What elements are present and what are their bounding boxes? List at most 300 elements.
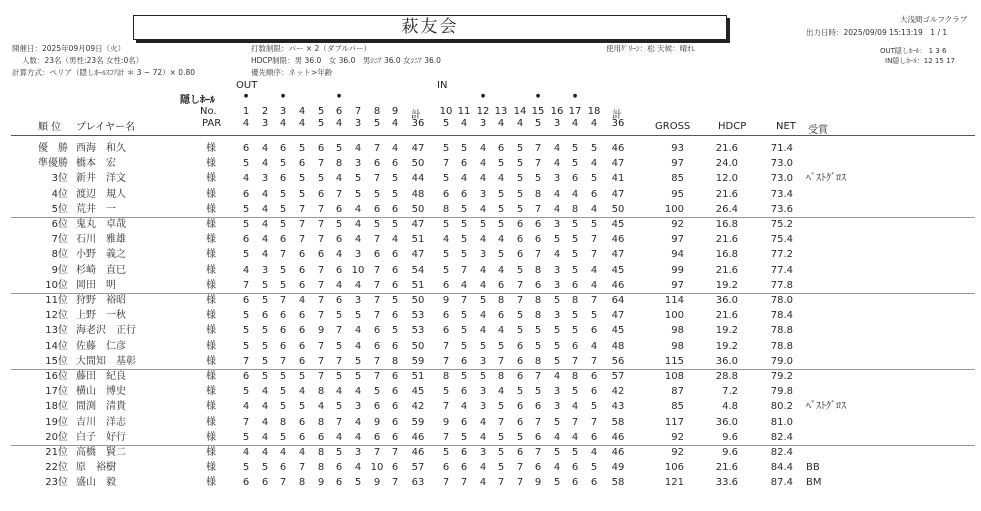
in-total: 46 bbox=[611, 279, 625, 291]
score-cell: 7 bbox=[442, 431, 450, 443]
score-cell: 3 bbox=[354, 447, 362, 458]
hole-number: 15 bbox=[531, 106, 545, 117]
score-cell: 10 bbox=[351, 264, 365, 276]
score-cell: 8 bbox=[442, 203, 450, 215]
score-cell: 5 bbox=[571, 325, 579, 337]
score-cell: 4 bbox=[298, 447, 306, 458]
score-cell: 3 bbox=[553, 279, 561, 291]
score-cell: 6 bbox=[534, 279, 542, 291]
score-cell: 5 bbox=[497, 401, 505, 413]
honorific: 様 bbox=[206, 355, 216, 367]
score-cell: 6 bbox=[317, 249, 325, 261]
club-name: 大浅間ゴルフクラブ bbox=[900, 15, 968, 24]
score-cell: 4 bbox=[279, 447, 287, 458]
score-cell: 6 bbox=[242, 477, 250, 489]
score-cell: 6 bbox=[279, 340, 287, 352]
score-cell: 6 bbox=[298, 431, 306, 443]
hole-number: 4 bbox=[298, 106, 306, 117]
score-cell: 7 bbox=[242, 416, 250, 428]
score-cell: 6 bbox=[298, 355, 306, 367]
score-cell: 6 bbox=[590, 431, 598, 443]
score-cell: 4 bbox=[261, 219, 269, 230]
score-cell: 5 bbox=[553, 477, 561, 489]
score-cell: 6 bbox=[571, 477, 579, 489]
score-cell: 6 bbox=[516, 401, 524, 413]
hidden-holes-in: IN隠しﾎｰﾙ：12 15 17 bbox=[885, 57, 955, 65]
out-total: 50 bbox=[411, 295, 425, 306]
score-cell: 4 bbox=[442, 234, 450, 246]
par-value: 5 bbox=[442, 118, 450, 129]
out-total: 59 bbox=[411, 416, 425, 428]
score-cell: 5 bbox=[534, 386, 542, 398]
score-cell: 5 bbox=[516, 264, 524, 276]
score-cell: 4 bbox=[479, 325, 487, 337]
score-cell: 5 bbox=[590, 401, 598, 413]
score-cell: 5 bbox=[460, 371, 468, 382]
score-cell: 5 bbox=[335, 401, 343, 413]
out-total: 57 bbox=[411, 462, 425, 474]
score-cell: 6 bbox=[391, 371, 399, 382]
net-header: NET bbox=[776, 121, 796, 132]
score-cell: 7 bbox=[497, 477, 505, 489]
hdcp-limit: HDCP制限：男 36.0 女 36.0 男ｼﾆｱ 36.0 女ｼﾆｱ 36.0 bbox=[251, 56, 441, 65]
score-cell: 6 bbox=[261, 477, 269, 489]
score-cell: 5 bbox=[354, 188, 362, 200]
in-total: 50 bbox=[611, 203, 625, 215]
score-cell: 6 bbox=[298, 325, 306, 337]
score-cell: 5 bbox=[354, 310, 362, 322]
honorific: 様 bbox=[206, 431, 216, 443]
hidden-holes-out: OUT隠しﾎｰﾙ： 1 3 6 bbox=[880, 47, 947, 55]
rank-cell: 13位 bbox=[45, 325, 68, 337]
hdcp-cell: 21.6 bbox=[715, 310, 738, 322]
score-cell: 6 bbox=[497, 310, 505, 322]
score-cell: 4 bbox=[261, 234, 269, 246]
out-total: 46 bbox=[411, 447, 425, 458]
in-total: 48 bbox=[611, 340, 625, 352]
score-cell: 7 bbox=[373, 173, 381, 185]
out-total: 42 bbox=[411, 401, 425, 413]
score-cell: 6 bbox=[279, 310, 287, 322]
out-total: 45 bbox=[411, 386, 425, 398]
par-value: 4 bbox=[460, 118, 468, 129]
score-cell: 6 bbox=[242, 188, 250, 200]
score-cell: 4 bbox=[479, 203, 487, 215]
score-cell: 4 bbox=[261, 431, 269, 443]
score-cell: 4 bbox=[298, 295, 306, 306]
score-cell: 6 bbox=[590, 386, 598, 398]
score-cell: 5 bbox=[590, 143, 598, 154]
net-cell: 78.4 bbox=[770, 310, 793, 322]
score-cell: 7 bbox=[534, 203, 542, 215]
hole-number: 18 bbox=[587, 106, 601, 117]
score-cell: 4 bbox=[261, 188, 269, 200]
priority-order: 優先順序：ネット>年齢 bbox=[251, 68, 333, 77]
score-cell: 6 bbox=[391, 249, 399, 261]
score-cell: 5 bbox=[516, 310, 524, 322]
hdcp-cell: 9.6 bbox=[722, 431, 738, 443]
score-cell: 4 bbox=[497, 173, 505, 185]
in-total: 47 bbox=[611, 310, 625, 322]
honorific: 様 bbox=[206, 371, 216, 382]
score-cell: 7 bbox=[516, 279, 524, 291]
net-cell: 82.4 bbox=[770, 447, 793, 458]
player-name: 佐藤 仁彦 bbox=[76, 340, 126, 352]
score-cell: 4 bbox=[497, 325, 505, 337]
score-cell: 8 bbox=[534, 355, 542, 367]
score-cell: 6 bbox=[261, 310, 269, 322]
score-cell: 5 bbox=[242, 462, 250, 474]
player-name: 海老沢 正行 bbox=[76, 325, 136, 337]
table-row bbox=[0, 354, 981, 369]
score-cell: 7 bbox=[534, 158, 542, 170]
gross-cell: 106 bbox=[664, 462, 684, 474]
score-cell: 5 bbox=[497, 188, 505, 200]
hole-number: 11 bbox=[457, 106, 471, 117]
out-total: 53 bbox=[411, 310, 425, 322]
hdcp-cell: 21.6 bbox=[715, 188, 738, 200]
score-cell: 7 bbox=[317, 264, 325, 276]
score-cell: 8 bbox=[497, 295, 505, 306]
score-cell: 6 bbox=[373, 431, 381, 443]
net-cell: 81.0 bbox=[770, 416, 793, 428]
score-cell: 6 bbox=[279, 234, 287, 246]
hole-number: 7 bbox=[354, 106, 362, 117]
score-cell: 5 bbox=[335, 371, 343, 382]
score-cell: 6 bbox=[317, 431, 325, 443]
score-cell: 4 bbox=[354, 416, 362, 428]
score-cell: 5 bbox=[479, 219, 487, 230]
score-cell: 4 bbox=[497, 234, 505, 246]
score-cell: 5 bbox=[460, 203, 468, 215]
table-row bbox=[0, 171, 981, 186]
hdcp-cell: 21.6 bbox=[715, 264, 738, 276]
score-cell: 7 bbox=[590, 249, 598, 261]
score-cell: 8 bbox=[317, 447, 325, 458]
table-row bbox=[0, 430, 981, 445]
score-cell: 6 bbox=[335, 295, 343, 306]
hole-number: 16 bbox=[550, 106, 564, 117]
score-cell: 4 bbox=[553, 203, 561, 215]
score-cell: 10 bbox=[370, 462, 384, 474]
table-row bbox=[0, 247, 981, 262]
in-total: 46 bbox=[611, 234, 625, 246]
score-cell: 6 bbox=[442, 188, 450, 200]
player-name: 鬼丸 卓哉 bbox=[76, 219, 126, 230]
score-cell: 5 bbox=[442, 173, 450, 185]
score-cell: 4 bbox=[460, 279, 468, 291]
score-cell: 5 bbox=[497, 431, 505, 443]
score-cell: 7 bbox=[335, 325, 343, 337]
score-cell: 6 bbox=[317, 188, 325, 200]
score-cell: 7 bbox=[373, 371, 381, 382]
score-cell: 9 bbox=[442, 295, 450, 306]
player-name: 間渕 清貴 bbox=[76, 401, 126, 413]
score-cell: 8 bbox=[534, 188, 542, 200]
score-cell: 5 bbox=[279, 401, 287, 413]
out-total: 48 bbox=[411, 188, 425, 200]
score-cell: 4 bbox=[571, 401, 579, 413]
score-cell: 5 bbox=[460, 310, 468, 322]
rank-cell: 10位 bbox=[45, 279, 68, 291]
hole-number: 2 bbox=[261, 106, 269, 117]
net-cell: 71.4 bbox=[770, 143, 793, 154]
score-cell: 7 bbox=[516, 477, 524, 489]
score-cell: 6 bbox=[460, 188, 468, 200]
player-name: 石川 雅雄 bbox=[76, 234, 126, 246]
hidden-hole-marker: ● bbox=[280, 93, 286, 99]
rank-cell: 7位 bbox=[51, 234, 68, 246]
score-cell: 5 bbox=[354, 173, 362, 185]
score-cell: 5 bbox=[442, 249, 450, 261]
net-cell: 75.2 bbox=[770, 219, 793, 230]
net-cell: 84.4 bbox=[770, 462, 793, 474]
score-cell: 5 bbox=[534, 340, 542, 352]
score-cell: 8 bbox=[534, 310, 542, 322]
gross-cell: 85 bbox=[671, 401, 684, 413]
score-cell: 6 bbox=[534, 462, 542, 474]
score-cell: 6 bbox=[373, 203, 381, 215]
rank-cell: 優 勝 bbox=[38, 143, 68, 154]
in-total: 46 bbox=[611, 447, 625, 458]
score-cell: 5 bbox=[279, 264, 287, 276]
score-cell: 6 bbox=[571, 173, 579, 185]
hole-number: 5 bbox=[317, 106, 325, 117]
player-name: 橋本 宏 bbox=[76, 158, 116, 170]
score-cell: 6 bbox=[391, 203, 399, 215]
score-cell: 5 bbox=[553, 340, 561, 352]
out-total: 53 bbox=[411, 325, 425, 337]
award-header: 受賞 bbox=[808, 125, 828, 136]
score-cell: 7 bbox=[460, 477, 468, 489]
score-cell: 5 bbox=[279, 279, 287, 291]
score-cell: 5 bbox=[335, 340, 343, 352]
score-cell: 6 bbox=[335, 203, 343, 215]
score-cell: 6 bbox=[242, 234, 250, 246]
gross-cell: 98 bbox=[671, 340, 684, 352]
in-total: 47 bbox=[611, 188, 625, 200]
hdcp-cell: 4.8 bbox=[722, 401, 738, 413]
net-cell: 78.8 bbox=[770, 340, 793, 352]
score-cell: 5 bbox=[571, 447, 579, 458]
score-cell: 4 bbox=[317, 401, 325, 413]
net-cell: 73.4 bbox=[770, 188, 793, 200]
score-cell: 6 bbox=[571, 279, 579, 291]
score-cell: 7 bbox=[442, 477, 450, 489]
score-cell: 3 bbox=[553, 401, 561, 413]
score-cell: 5 bbox=[497, 158, 505, 170]
in-total: 42 bbox=[611, 386, 625, 398]
gross-cell: 92 bbox=[671, 447, 684, 458]
score-cell: 4 bbox=[479, 264, 487, 276]
score-cell: 5 bbox=[590, 310, 598, 322]
honorific: 様 bbox=[206, 279, 216, 291]
score-cell: 5 bbox=[242, 325, 250, 337]
score-cell: 5 bbox=[391, 219, 399, 230]
honorific: 様 bbox=[206, 386, 216, 398]
score-cell: 5 bbox=[571, 158, 579, 170]
in-total: 56 bbox=[611, 355, 625, 367]
score-cell: 4 bbox=[261, 447, 269, 458]
score-cell: 7 bbox=[373, 279, 381, 291]
par-value: 4 bbox=[279, 118, 287, 129]
out-total-label: 計 bbox=[411, 110, 421, 121]
score-cell: 4 bbox=[479, 477, 487, 489]
rank-cell: 5位 bbox=[51, 203, 68, 215]
score-cell: 3 bbox=[553, 173, 561, 185]
score-cell: 6 bbox=[516, 340, 524, 352]
in-label: IN bbox=[437, 80, 448, 91]
score-cell: 6 bbox=[391, 340, 399, 352]
score-cell: 6 bbox=[516, 234, 524, 246]
score-cell: 4 bbox=[261, 401, 269, 413]
score-cell: 6 bbox=[242, 143, 250, 154]
score-cell: 7 bbox=[571, 355, 579, 367]
par-total: 36 bbox=[611, 118, 625, 129]
score-cell: 7 bbox=[497, 355, 505, 367]
score-cell: 6 bbox=[279, 143, 287, 154]
score-cell: 7 bbox=[298, 219, 306, 230]
player-name: 小野 義之 bbox=[76, 249, 126, 261]
score-cell: 6 bbox=[442, 310, 450, 322]
table-row bbox=[0, 460, 981, 475]
score-cell: 3 bbox=[354, 158, 362, 170]
score-cell: 5 bbox=[553, 325, 561, 337]
gross-header: GROSS bbox=[655, 121, 691, 132]
table-row bbox=[0, 415, 981, 430]
score-cell: 4 bbox=[391, 234, 399, 246]
score-cell: 3 bbox=[553, 264, 561, 276]
score-cell: 4 bbox=[354, 340, 362, 352]
score-cell: 4 bbox=[354, 219, 362, 230]
score-cell: 6 bbox=[298, 264, 306, 276]
score-cell: 5 bbox=[590, 173, 598, 185]
score-cell: 4 bbox=[354, 279, 362, 291]
score-cell: 5 bbox=[516, 325, 524, 337]
score-cell: 6 bbox=[442, 462, 450, 474]
hdcp-cell: 21.6 bbox=[715, 234, 738, 246]
score-cell: 4 bbox=[298, 386, 306, 398]
score-cell: 4 bbox=[479, 234, 487, 246]
score-cell: 5 bbox=[590, 462, 598, 474]
rank-cell: 6位 bbox=[51, 219, 68, 230]
event-date: 開催日：2025年09月09日（火） bbox=[12, 44, 126, 53]
score-cell: 5 bbox=[553, 295, 561, 306]
par-value: 5 bbox=[534, 118, 542, 129]
score-cell: 7 bbox=[534, 371, 542, 382]
score-cell: 4 bbox=[460, 173, 468, 185]
score-cell: 6 bbox=[373, 158, 381, 170]
player-name: 原 裕樹 bbox=[76, 462, 116, 474]
table-row bbox=[0, 384, 981, 399]
score-cell: 4 bbox=[479, 279, 487, 291]
score-cell: 5 bbox=[571, 234, 579, 246]
hdcp-cell: 9.6 bbox=[722, 447, 738, 458]
score-cell: 8 bbox=[571, 295, 579, 306]
score-cell: 4 bbox=[242, 401, 250, 413]
table-row bbox=[0, 339, 981, 354]
score-cell: 5 bbox=[571, 264, 579, 276]
out-total: 44 bbox=[411, 173, 425, 185]
score-cell: 6 bbox=[298, 158, 306, 170]
score-cell: 6 bbox=[460, 386, 468, 398]
table-row bbox=[0, 232, 981, 247]
score-cell: 5 bbox=[279, 431, 287, 443]
score-cell: 5 bbox=[373, 386, 381, 398]
score-cell: 6 bbox=[516, 447, 524, 458]
in-total: 43 bbox=[611, 401, 625, 413]
score-cell: 4 bbox=[590, 340, 598, 352]
score-cell: 8 bbox=[571, 371, 579, 382]
score-cell: 5 bbox=[497, 219, 505, 230]
score-cell: 9 bbox=[373, 416, 381, 428]
score-cell: 5 bbox=[261, 325, 269, 337]
score-cell: 6 bbox=[391, 401, 399, 413]
score-cell: 4 bbox=[553, 158, 561, 170]
honorific: 様 bbox=[206, 447, 216, 458]
honorific: 様 bbox=[206, 477, 216, 489]
page-title: 萩友会 bbox=[133, 15, 727, 40]
score-cell: 5 bbox=[516, 188, 524, 200]
score-cell: 4 bbox=[479, 416, 487, 428]
score-cell: 6 bbox=[442, 279, 450, 291]
hdcp-cell: 19.2 bbox=[715, 340, 738, 352]
score-cell: 7 bbox=[442, 340, 450, 352]
rank-cell: 21位 bbox=[45, 447, 68, 458]
rank-cell: 15位 bbox=[45, 355, 68, 367]
score-cell: 4 bbox=[479, 431, 487, 443]
score-cell: 6 bbox=[571, 462, 579, 474]
score-cell: 6 bbox=[317, 143, 325, 154]
table-row bbox=[0, 156, 981, 171]
net-cell: 79.0 bbox=[770, 355, 793, 367]
hole-number: 17 bbox=[568, 106, 582, 117]
table-row bbox=[0, 323, 981, 338]
award-cell: BM bbox=[806, 477, 822, 489]
score-cell: 9 bbox=[317, 477, 325, 489]
score-cell: 4 bbox=[354, 325, 362, 337]
par-value: 3 bbox=[261, 118, 269, 129]
net-cell: 75.4 bbox=[770, 234, 793, 246]
score-cell: 5 bbox=[460, 431, 468, 443]
score-cell: 5 bbox=[242, 203, 250, 215]
table-row bbox=[0, 445, 981, 460]
hdcp-cell: 16.8 bbox=[715, 249, 738, 261]
score-cell: 4 bbox=[261, 386, 269, 398]
table-row bbox=[0, 202, 981, 217]
score-cell: 7 bbox=[298, 203, 306, 215]
player-name: 盛山 毅 bbox=[76, 477, 116, 489]
score-cell: 4 bbox=[242, 447, 250, 458]
out-total: 47 bbox=[411, 143, 425, 154]
score-cell: 4 bbox=[335, 173, 343, 185]
score-cell: 5 bbox=[354, 355, 362, 367]
score-cell: 6 bbox=[516, 371, 524, 382]
player-name: 狩野 裕昭 bbox=[76, 295, 126, 306]
score-cell: 5 bbox=[442, 386, 450, 398]
in-total: 58 bbox=[611, 416, 625, 428]
stroke-limit: 打数制限：パー × 2（ダブルパー） bbox=[251, 44, 371, 53]
out-total: 59 bbox=[411, 355, 425, 367]
score-cell: 5 bbox=[298, 173, 306, 185]
out-total: 51 bbox=[411, 234, 425, 246]
hole-number: 9 bbox=[391, 106, 399, 117]
in-total: 45 bbox=[611, 325, 625, 337]
score-cell: 4 bbox=[354, 143, 362, 154]
par-value: 4 bbox=[516, 118, 524, 129]
score-cell: 7 bbox=[442, 158, 450, 170]
gross-cell: 121 bbox=[664, 477, 684, 489]
